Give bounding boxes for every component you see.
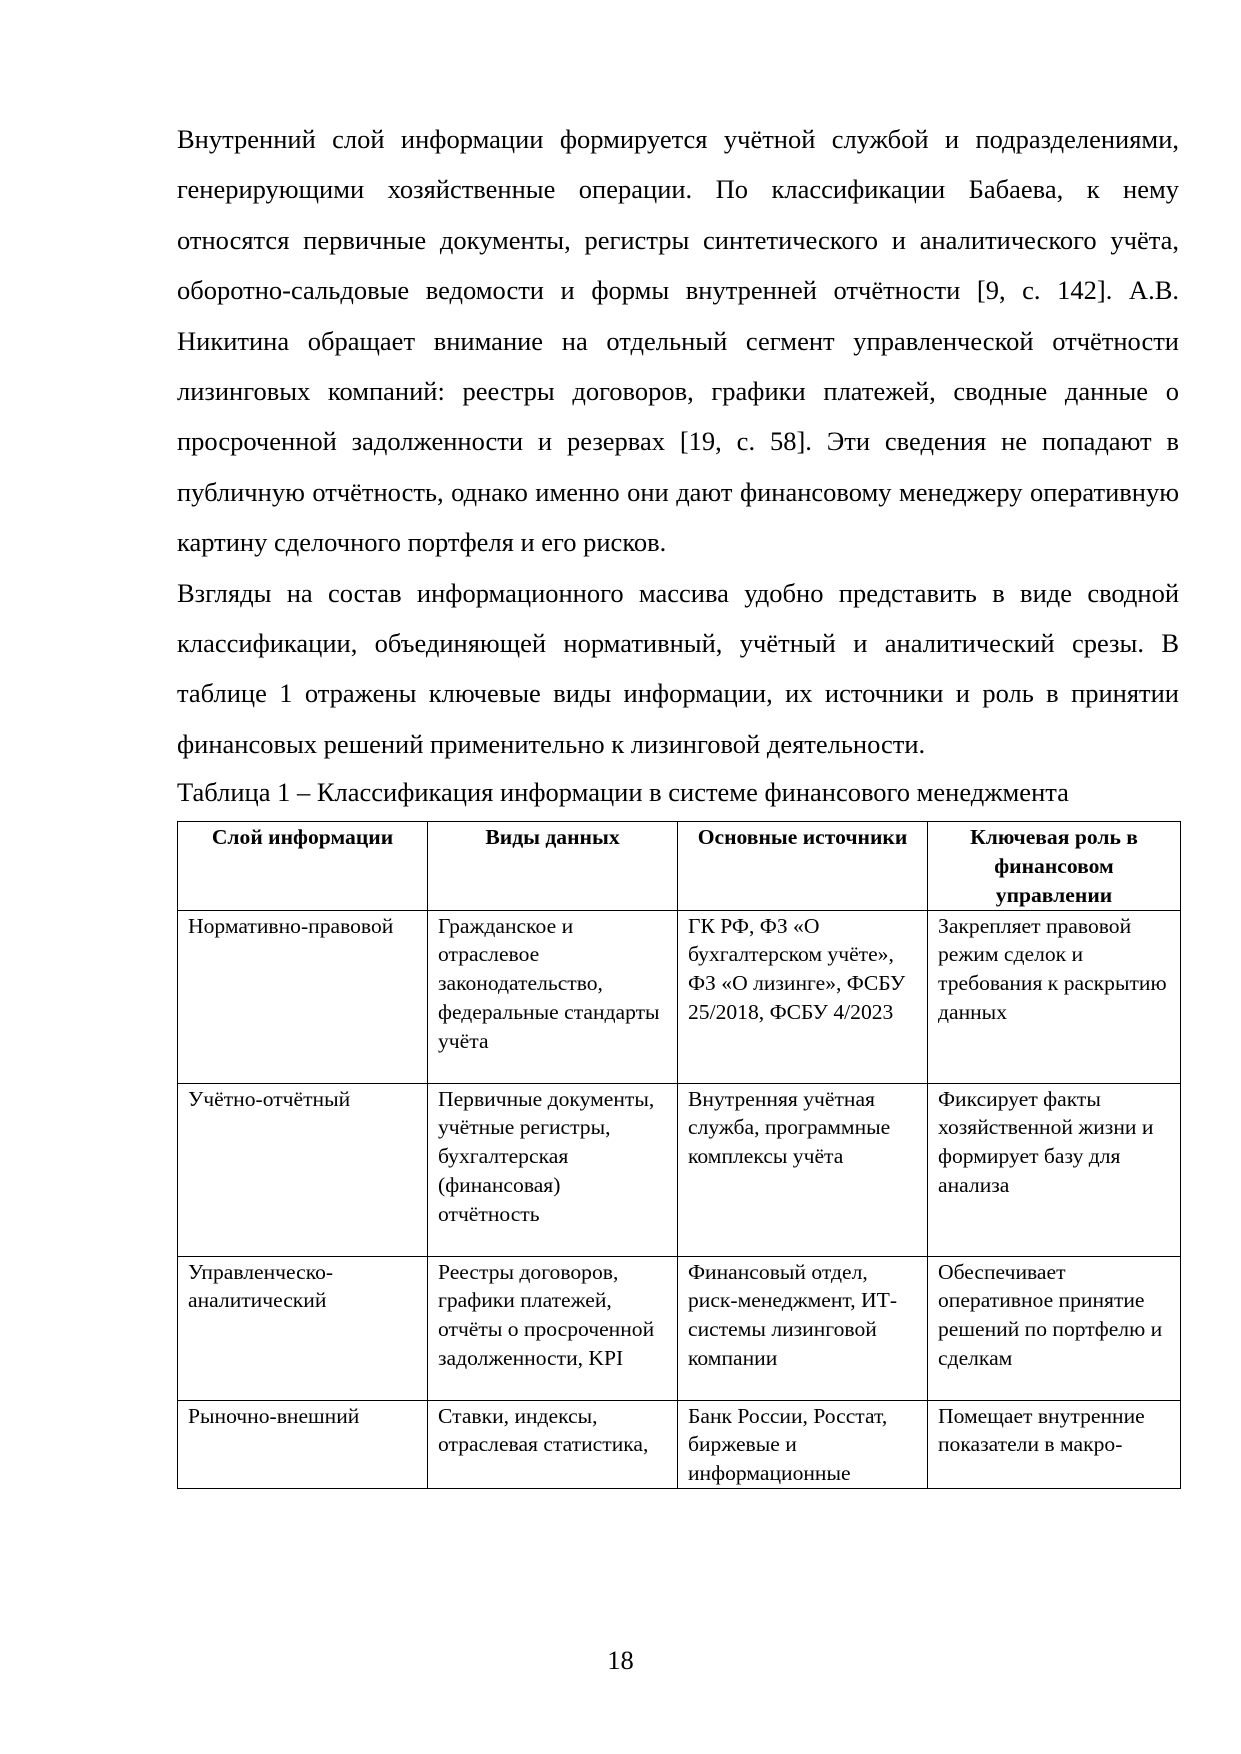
- cell-layer: Учётно-отчётный: [178, 1083, 428, 1256]
- table-caption: Таблица 1 – Классификация информации в системе финансового менеджмента: [177, 777, 1069, 808]
- cell-sources: Банк России, Росстат, биржевые и информационные: [678, 1400, 928, 1488]
- cell-sources: ГК РФ, ФЗ «О бухгалтерском учёте», ФЗ «О лизинге», ФСБУ 25/2018, ФСБУ 4/2023: [678, 910, 928, 1083]
- cell-data-types: Гражданское и отраслевое законодательство, федеральные стандарты учёта: [428, 910, 678, 1083]
- table-row: [178, 1256, 1181, 1400]
- page-number: 18: [607, 1645, 634, 1675]
- cell-layer: Нормативно-правовой: [178, 910, 428, 1083]
- cell-layer: Управленческо-аналитический: [178, 1256, 428, 1400]
- cell-data-types: Ставки, индексы, отраслевая статистика,: [428, 1400, 678, 1488]
- cell-key-role: Помещает внутренние показатели в макро-: [928, 1400, 1181, 1488]
- cell-sources: Финансовый отдел, риск-менеджмент, ИТ-системы лизинговой компании: [678, 1256, 928, 1400]
- table-header-row: [178, 822, 1181, 910]
- cell-key-role: Фиксирует факты хозяйственной жизни и формирует базу для анализа: [928, 1083, 1181, 1256]
- table-row: [178, 910, 1181, 1083]
- paragraph-classification-intro: Взгляды на состав информационного массива удобно представить в виде сводной классификации, объединяющей нормативный, учётный и аналитический срезы. В таблице 1 отражены ключевые виды информации, их источники и роль в принятии финансовых решений применительно к лизинговой деятельности.: [177, 577, 1179, 759]
- header-sources: Основные источники: [678, 822, 928, 910]
- cell-data-types: Реестры договоров, графики платежей, отчёты о просроченной задолженности, KPI: [428, 1256, 678, 1400]
- cell-key-role: Обеспечивает оперативное принятие решений по портфелю и сделкам: [928, 1256, 1181, 1400]
- header-data-types: Виды данных: [428, 822, 678, 910]
- classification-table: [177, 821, 1181, 1489]
- cell-layer: Рыночно-внешний: [178, 1400, 428, 1488]
- header-layer: Слой информации: [178, 822, 428, 910]
- cell-sources: Внутренняя учётная служба, программные комплексы учёта: [678, 1083, 928, 1256]
- table-row: [178, 1083, 1181, 1256]
- page-content: [177, 114, 1179, 1489]
- header-key-role: Ключевая роль в финансовом управлении: [928, 822, 1181, 910]
- table-row: [178, 1400, 1181, 1488]
- cell-key-role: Закрепляет правовой режим сделок и требования к раскрытию данных: [928, 910, 1181, 1083]
- paragraph-internal-layer: Внутренний слой информации формируется учётной службой и подразделениями, генерирующими хозяйственные операции. По классификации Бабаева, к нему относятся первичные документы, регистры синтетического и аналитического учёта, оборотно-сальдовые ведомости и формы внутренней отчётности [9, с. 142]. А.В. Никитина обращает внимание на отдельный сегмент управленческой отчётности лизинговых компаний: реестры договоров, графики платежей, сводные данные о просроченной задолженности и резервах [19, с. 58]. Эти сведения не попадают в публичную отчётность, однако именно они дают финансовому менеджеру оперативную картину сделочного портфеля и его рисков.: [177, 124, 1179, 558]
- cell-data-types: Первичные документы, учётные регистры, бухгалтерская (финансовая) отчётность: [428, 1083, 678, 1256]
